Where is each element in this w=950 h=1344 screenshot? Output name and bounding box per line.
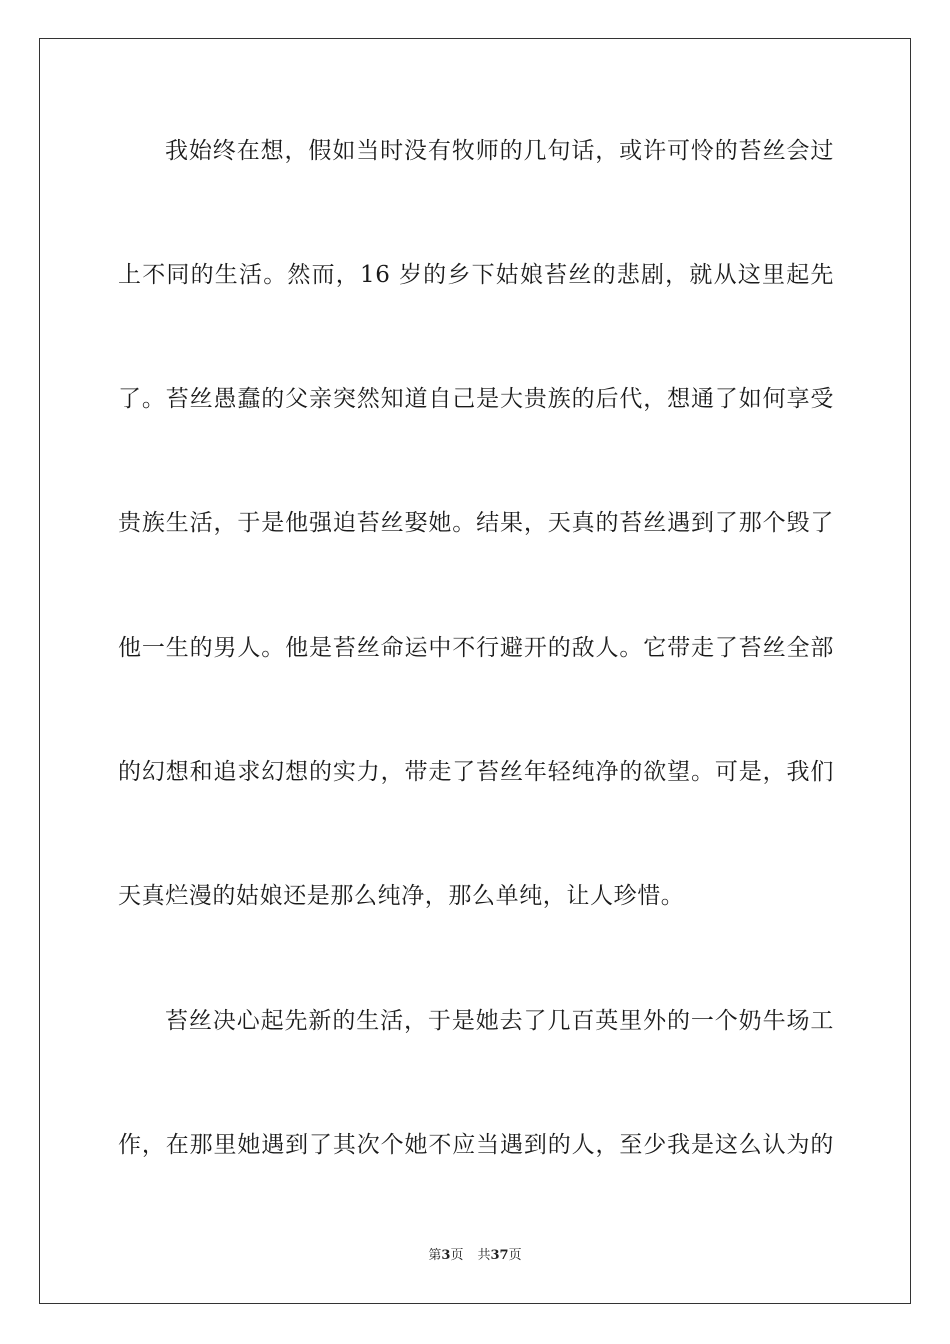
paragraph-1-line-6: 的幻想和追求幻想的实力，带走了苔丝年轻纯净的欲望。可是，我们 — [118, 759, 834, 785]
page-suffix: 页 — [450, 1248, 464, 1263]
paragraph-1-line-4: 贵族生活，于是他强迫苔丝娶她。结果，天真的苔丝遇到了那个毁了 — [118, 510, 834, 536]
page-prefix: 第 — [428, 1248, 442, 1263]
paragraph-1-line-3: 了。苔丝愚蠢的父亲突然知道自己是大贵族的后代，想通了如何享受 — [118, 386, 834, 412]
total-suffix: 页 — [508, 1248, 522, 1263]
page-number: 3 — [441, 1248, 451, 1263]
page-footer — [0, 1247, 950, 1265]
total-prefix: 共 — [477, 1248, 491, 1263]
paragraph-1-line-2: 上不同的生活。然而，16 岁的乡下姑娘苔丝的悲剧，就从这里起先 — [118, 262, 834, 288]
paragraph-2-line-1: 苔丝决心起先新的生活，于是她去了几百英里外的一个奶牛场工 — [165, 1008, 834, 1034]
paragraph-1-line-7: 天真烂漫的姑娘还是那么纯净，那么单纯，让人珍惜。 — [118, 883, 685, 909]
page-border — [39, 38, 911, 1304]
paragraph-1-line-5: 他一生的男人。他是苔丝命运中不行避开的敌人。它带走了苔丝全部 — [118, 635, 834, 661]
paragraph-1-line-1: 我始终在想，假如当时没有牧师的几句话，或许可怜的苔丝会过 — [165, 138, 834, 164]
total-pages: 37 — [490, 1248, 509, 1263]
paragraph-2-line-2: 作，在那里她遇到了其次个她不应当遇到的人，至少我是这么认为的 — [118, 1132, 834, 1158]
